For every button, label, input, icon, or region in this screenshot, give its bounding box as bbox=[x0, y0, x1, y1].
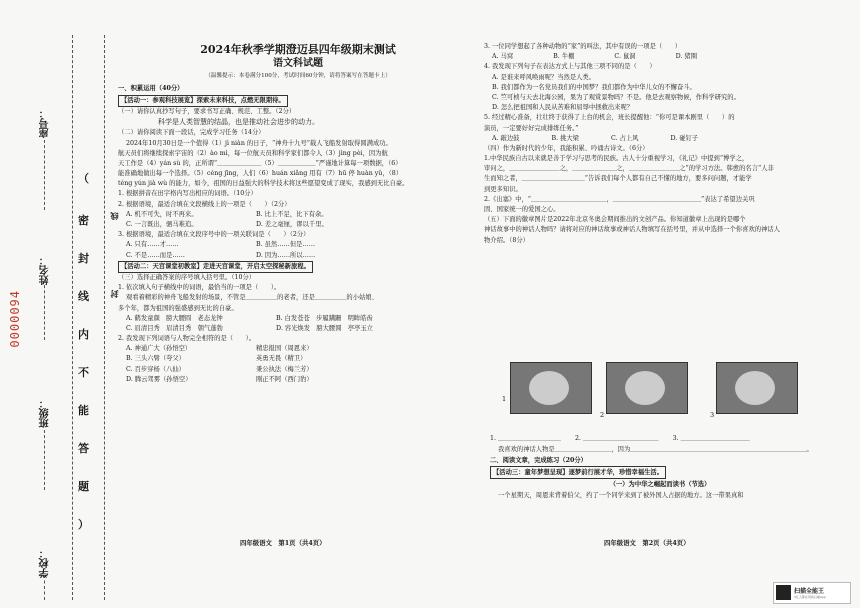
section-heading: 一、积累运用（40分） bbox=[118, 85, 184, 93]
option[interactable]: D. 因为……所以…… bbox=[256, 251, 316, 259]
scanner-name: 扫描全能王 bbox=[794, 588, 825, 595]
answer-blank[interactable]: 1. ＿＿＿＿＿＿＿＿＿＿ bbox=[490, 435, 561, 442]
option[interactable]: B. 牛棚 bbox=[553, 53, 575, 61]
image-number: 1 bbox=[502, 395, 507, 403]
seal-char: 不 bbox=[78, 366, 89, 379]
option[interactable]: B. 三头六臂（夸父） bbox=[126, 355, 186, 363]
page-footer: 四年级语文 第1页（共4页） bbox=[240, 539, 326, 547]
seal-char: ） bbox=[78, 518, 89, 531]
options bbox=[118, 344, 478, 385]
exam-title: 2024年秋季学期澄迈县四年级期末测试 bbox=[200, 43, 396, 56]
option[interactable]: A. 神通广大（孙悟空） bbox=[126, 345, 192, 353]
passage-line: 航天员们将继续探索宇宙的（2）ào mì，每一位航天员和科学家们都令人（3）jìng pèi，因为航 bbox=[118, 149, 388, 157]
reading-paragraph: 一个星期天，周恩来背着伯父，约了一个同学来到了被外国人占据的地方。这一带果真和 bbox=[498, 492, 744, 500]
option[interactable]: C. 一言既出，驷马难追。 bbox=[126, 221, 198, 229]
exam-note: （温馨提示：本卷满分100分，考试时间60分钟，请将答案写在答题卡上） bbox=[205, 73, 391, 80]
option[interactable]: A. 是谁来呼风唤雨呢？当然是人类。 bbox=[492, 73, 596, 81]
options bbox=[484, 52, 822, 62]
class-line bbox=[44, 430, 45, 490]
answer-blank[interactable]: 3. ＿＿＿＿＿＿＿＿＿＿＿ bbox=[672, 435, 750, 442]
option[interactable]: C. 不是……而是…… bbox=[126, 251, 185, 259]
sub-question: 3. 一位同学想起了各种动物的“家”的叫法，其中有误的一项是（ ） bbox=[484, 43, 682, 50]
right-column bbox=[484, 42, 822, 246]
scanner-watermark bbox=[773, 582, 851, 604]
favorite-line[interactable]: 我喜欢的神话人物是＿＿＿＿＿＿＿＿＿，因为＿＿＿＿＿＿＿＿＿＿＿＿＿＿＿＿＿＿＿＿＿＿＿＿＿＿＿＿。 bbox=[498, 446, 813, 454]
question-heading: （一）请你认真抄写句子，要求书写正确、规范、工整。（2分） bbox=[118, 107, 296, 115]
passage-line: 神话故事中的神话人物吗？请将对应的神话故事或神话人物填写在括号里，并从中选择一个你喜欢的神话人 bbox=[484, 226, 780, 234]
reading-title: （一）为中华之崛起而读书（节选） bbox=[609, 481, 711, 489]
sub-question: 1. 根据拼音在田字格内写出相应的词语。（10分） bbox=[118, 190, 257, 198]
left-column bbox=[118, 42, 478, 385]
image-number: 2 bbox=[600, 411, 605, 419]
name-line bbox=[44, 280, 45, 340]
badge-image-2 bbox=[606, 362, 688, 414]
question-heading: （三）选择正确答案的序号填入括号里。（10分） bbox=[118, 273, 256, 281]
option[interactable]: B. 比上不足，比下有余。 bbox=[256, 210, 328, 218]
seal-char: （ bbox=[78, 172, 89, 185]
option[interactable]: B. 挑大梁 bbox=[551, 134, 579, 142]
sub-question-cont: 演员，一定要好好完成排练任务。” bbox=[484, 124, 579, 132]
passage-line: téng yún jià wù 的能力，如今，祖国的日益强大的科学技术将这些愿望变成了现实，我感到无比自豪。 bbox=[118, 180, 409, 188]
option-pair: 刚正不阿（西门豹） bbox=[256, 375, 313, 383]
name-label: 姓名： bbox=[40, 255, 51, 285]
sub-question: 2. 我发现下列词语与人物完全相符的是（ ）。 bbox=[118, 335, 256, 343]
seal-feng-label: 封 bbox=[109, 290, 119, 298]
options bbox=[118, 314, 478, 334]
copy-sentence: 科学是人类智慧的结晶，也是推动社会进步的动力。 bbox=[158, 118, 319, 126]
right-lower bbox=[490, 433, 830, 501]
option[interactable]: C. 百步穿杨（八仙） bbox=[126, 365, 185, 373]
binding-margin bbox=[0, 0, 120, 608]
sentence-line: 观看着精彩的神舟飞船发射的场景，不管是＿＿＿＿＿的老者，还是＿＿＿＿＿的小姑娘、 bbox=[126, 294, 378, 302]
option[interactable]: C. 占上风 bbox=[610, 134, 639, 142]
seal-dashed-line bbox=[72, 35, 73, 600]
option[interactable]: C. 眉清目秀 眉清目秀 朝气蓬勃 bbox=[126, 324, 223, 332]
option[interactable]: A. 只有……才…… bbox=[126, 241, 179, 249]
option[interactable]: A. 马窝 bbox=[492, 53, 514, 61]
option[interactable]: B. 我们都作为一名党员我们的中国梦？我们都作为中华儿女的不懈奋斗。 bbox=[492, 83, 696, 91]
sub-question: 4. 我发现下列句子在表达方式上与其他三项不同的是（ ） bbox=[484, 63, 656, 71]
seat-no-line bbox=[44, 140, 45, 210]
options bbox=[484, 134, 822, 144]
passage-line: 到更多知识。 bbox=[484, 185, 522, 193]
seal-char: 线 bbox=[78, 290, 89, 303]
option[interactable]: C. 竺可桢与天去北海公园，果为了观赏景物吗？不是。他是去观察物候，作科学研究的。 bbox=[492, 93, 740, 101]
question-heading: （二）请你阅读下面一段话，完成学习任务（14分） bbox=[118, 129, 265, 137]
sub-question: 5. 经过精心准备，壮壮终于获得了上台的机会，班长提醒他：“你可是课本剧里（ ）的 bbox=[484, 114, 735, 122]
sub-question: 3. 根据语境，最适合填在文段序号中的一项关联词是（ ）（2分） bbox=[118, 231, 310, 239]
question-heading: （四）作为新时代的少年，我能积累、吟诵古诗文。（6分） bbox=[484, 144, 649, 152]
badge-image-3 bbox=[716, 362, 798, 414]
seat-no-label: 座号： bbox=[40, 108, 51, 138]
passage-line: 审问之，＿＿＿＿＿＿＿＿之，＿＿＿＿＿＿＿之，＿＿＿＿＿＿＿＿之”的学习方法。韩愈的名言“人非 bbox=[484, 165, 774, 173]
option[interactable]: A. 机不可失，时不再来。 bbox=[126, 210, 198, 218]
passage-line: 生而知之者，＿＿＿＿＿＿＿＿＿＿”告诉我们每个人都有自己不懂的地方，要多问问题，才能学 bbox=[484, 175, 752, 183]
passage-line: 天工作是（4）yán sù 的，正所谓“＿＿＿＿＿＿＿（5）＿＿＿＿＿＿”严谨地计算每一项数据，（6） bbox=[118, 159, 402, 167]
options bbox=[118, 240, 478, 260]
option[interactable]: B. 白发苍苍 步履蹒跚 明眸皓齿 bbox=[276, 314, 373, 322]
serial-number: 0000094 bbox=[8, 290, 22, 348]
option[interactable]: C. 鼠洞 bbox=[614, 53, 636, 61]
option[interactable]: D. 差之毫厘，谬以千里。 bbox=[256, 221, 328, 229]
seal-dashed-line-inner bbox=[104, 35, 105, 600]
seal-char: 答 bbox=[78, 442, 89, 455]
qr-code-icon bbox=[776, 585, 791, 600]
school-label: 学校： bbox=[40, 548, 51, 578]
question-heading: （五）下面的徽章图片是2022年北京冬奥会期间推出的文创产品。你知道徽章上出现的是哪个 bbox=[484, 216, 746, 224]
option[interactable]: D. 容光焕发 膀大腰圆 亭亭玉立 bbox=[276, 324, 373, 332]
seal-char: 封 bbox=[78, 252, 89, 265]
activity-label: 【活动三：童年梦想呈现】逐梦前行展才华，珍惜幸福生活。 bbox=[490, 466, 666, 479]
option-pair: 精忠报国（周恩来） bbox=[256, 345, 313, 353]
seal-char: 题 bbox=[78, 480, 89, 493]
seal-char: 能 bbox=[78, 404, 89, 417]
option[interactable]: D. 碰钉子 bbox=[670, 134, 699, 142]
passage-line: 固、国家统一的爱国之心。 bbox=[484, 206, 560, 213]
image-number: 3 bbox=[710, 411, 715, 419]
class-label: 班级： bbox=[40, 398, 51, 428]
seal-char: 内 bbox=[78, 328, 89, 341]
school-line bbox=[44, 575, 45, 600]
option[interactable]: A. 鹤发童颜 膀大腰圆 老态龙钟 bbox=[126, 314, 223, 322]
sentence-line: 多个年，都为祖国的强盛感到无比的自豪。 bbox=[118, 304, 238, 312]
option[interactable]: D. 猪圈 bbox=[675, 53, 698, 61]
badge-image-1 bbox=[510, 362, 592, 414]
option[interactable]: B. 虽然……但是…… bbox=[256, 241, 316, 249]
option[interactable]: D. 腾云驾雾（孙悟空） bbox=[126, 375, 192, 383]
option[interactable]: D. 怎么把祖国和人民从苦难和屈辱中拯救出来呢？ bbox=[492, 104, 634, 112]
seal-char: 密 bbox=[78, 214, 89, 227]
passage-line: 2.《出塞》中，“＿＿＿＿＿＿＿＿＿＿＿＿，＿＿＿＿＿＿＿＿＿＿＿＿＿＿”表达了希望边关巩 bbox=[484, 195, 755, 203]
passage-line: 物介绍。（8分） bbox=[484, 236, 529, 244]
option-pair: 秉公执法（梅兰芳） bbox=[256, 365, 313, 373]
options bbox=[118, 210, 478, 230]
passage-line: 能准确地做出每一个选择。（5）céng jīng，人们（6）huán xiǎng 用有（7）hū 停 huàn yǔ，（8） bbox=[118, 170, 403, 178]
seal-line-label: 线 bbox=[109, 212, 119, 220]
option[interactable]: A. 敲边鼓 bbox=[492, 134, 520, 142]
scanner-sub: 3亿人都在用的扫描App bbox=[794, 595, 826, 599]
section-heading: 二、阅读文章，完成练习（20分） bbox=[490, 457, 587, 465]
passage-line: 1.中华民族自古以来就是善于学习与思考的民族。古人十分重视学习，《礼记》中提到“博学之， bbox=[484, 155, 749, 163]
page-footer: 四年级语文 第2页（共4页） bbox=[604, 539, 690, 547]
activity-label: 【活动二：天宫课堂初教室】走进天宫课堂，开启太空探秘新旅程。 bbox=[118, 261, 313, 273]
passage-line: 2024年10月30日是一个值得（1）jì niàn 的日子，“神舟十九号”载人飞船发射取得圆满成功。 bbox=[126, 139, 392, 147]
sub-question: 1. 依次填入句子横线中的词语，最恰当的一项是（ ）。 bbox=[118, 284, 281, 292]
activity-label: 【活动一：参观科技展览】探索未来科技，点燃无限期待。 bbox=[118, 95, 288, 107]
answer-blanks bbox=[490, 433, 830, 444]
exam-subtitle: 语文科试题 bbox=[273, 58, 323, 70]
sub-question: 2. 根据语境，最适合填在文段横线上的一项是（ ）（2分） bbox=[118, 200, 291, 208]
answer-blank[interactable]: 2. ＿＿＿＿＿＿＿＿＿＿＿＿ bbox=[574, 435, 659, 442]
option-pair: 英勇无畏（精卫） bbox=[256, 355, 307, 363]
